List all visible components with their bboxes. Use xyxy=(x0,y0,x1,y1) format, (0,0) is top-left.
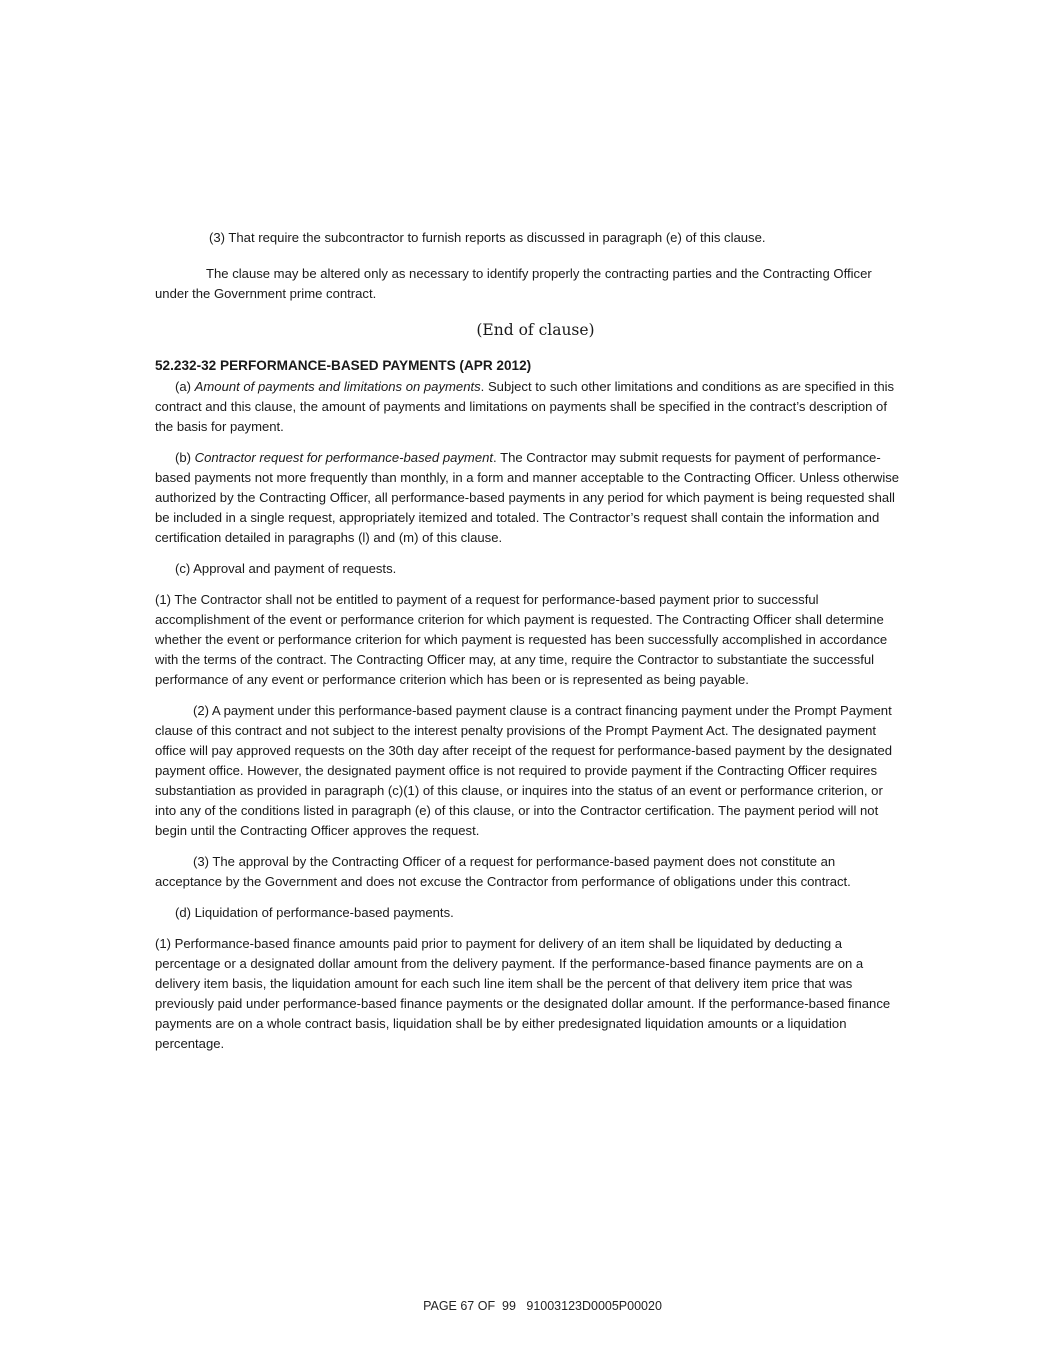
paragraph-b-title: Contractor request for performance-based payment xyxy=(194,450,494,465)
paragraph-a-title: Amount of payments and limitations on payments xyxy=(194,379,481,394)
paragraph-b xyxy=(155,448,900,548)
paragraph-c1: (1) The Contractor shall not be entitled to payment of a request for performance-based payment prior to successful accomplishment of the event or performance criterion for which payment is requested. The Contracting Officer shall determine whether the event or performance criterion for which payment is requested has been successfully accomplished in accordance with the terms of the contract. The Contracting Officer may, at any time, require the Contractor to substantiate the successful performance of any event or performance criterion which has been or is represented as being payable. xyxy=(155,592,888,687)
end-of-clause-marker: (End of clause) xyxy=(476,321,595,339)
paragraph-b-body: . The Contractor may submit requests for payment of performance-based payments not more frequently than monthly, in a form and manner acceptable to the Contracting Officer. Unless otherwise authorized by the Contracting Officer, all performance-based payments in any period for which payment is being requested shall be included in a single request, appropriately itemized and totaled. The Contractor’s request shall contain the information and certification detailed in paragraphs (l) and (m) of this clause. xyxy=(155,450,900,545)
paragraph-d1: (1) Performance-based finance amounts paid prior to payment for delivery of an item shall be liquidated by deducting a percentage or a designated dollar amount from the delivery payment. If the performance-based finance payments are on a delivery item basis, the liquidation amount for each such line item shall be the percent of that delivery item price that was previously paid under performance-based finance payments or the designated dollar amount. If the performance-based finance payments are on a whole contract basis, liquidation shall be by either predesignated liquidation amounts or a liquidation percentage. xyxy=(155,936,891,1051)
page-footer: PAGE 67 OF 99 91003123D0005P00020 xyxy=(423,1299,662,1313)
paragraph-a-label: (a) xyxy=(175,379,195,394)
paragraph-c2: (2) A payment under this performance-based payment clause is a contract financing payment under the Prompt Payment clause of this contract and not subject to the interest penalty provisions of the Prompt Payment Act. The designated payment office will pay approved requests on the 30th day after receipt of the request for performance-based payment by the designated payment office. However, the designated payment office is not required to provide payment if the Contracting Officer requires substantiation as provided in paragraph (c)(1) of this clause, or inquires into the status of an event or performance criterion, or into any of the conditions listed in paragraph (e) of this clause, or into the Contractor certification. The payment period will not begin until the Contracting Officer approves the request. xyxy=(155,703,893,838)
paragraph-a-body: . Subject to such other limitations and conditions as are specified in this contract and this clause, the amount of payments and limitations on payments shall be specified in the contract’s description of the basis for payment. xyxy=(155,379,895,434)
paragraph-b-label: (b) xyxy=(175,450,195,465)
paragraph-d-heading: (d) Liquidation of performance-based payments. xyxy=(175,905,454,920)
paragraph-a xyxy=(155,377,900,437)
paragraph-c3: (3) The approval by the Contracting Officer of a request for performance-based payment does not constitute an acceptance by the Government and does not excuse the Contractor from performance of obligations under this contract. xyxy=(155,854,851,889)
document-body xyxy=(155,228,900,1065)
clause-heading: 52.232-32 PERFORMANCE-BASED PAYMENTS (APR 2012) xyxy=(155,358,532,373)
paragraph-clause-altered: The clause may be altered only as necessary to identify properly the contracting parties and the Contracting Officer under the Government prime contract. xyxy=(155,266,872,301)
paragraph-c-heading: (c) Approval and payment of requests. xyxy=(175,561,397,576)
paragraph-intro-3: (3) That require the subcontractor to furnish reports as discussed in paragraph (e) of this clause. xyxy=(209,230,766,245)
